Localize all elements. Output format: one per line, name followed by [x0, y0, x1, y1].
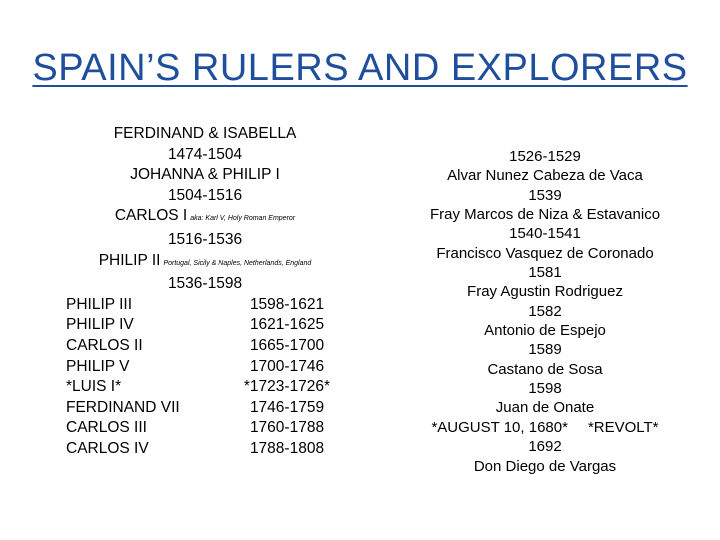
explorer-line: 1540-1541 [509, 225, 581, 243]
ruler-row [60, 439, 350, 460]
ruler-name: CARLOS III [66, 419, 147, 437]
explorer-line: 1581 [528, 264, 562, 282]
explorer-revolt-line [395, 418, 695, 437]
explorer-line: Antonio de Espejo [484, 322, 606, 340]
ruler-years-text: 1598-1621 [249, 295, 325, 313]
ruler-years [60, 145, 350, 166]
ruler-row [60, 295, 350, 316]
explorer-line: Fray Agustin Rodriguez [467, 283, 623, 301]
ruler-name: PHILIP V [66, 357, 130, 375]
page-title: SPAIN’S RULERS AND EXPLORERS [32, 47, 688, 89]
explorer-line: 1539 [528, 186, 562, 204]
ruler-row [60, 418, 350, 439]
ruler-name: PHILIP IV [66, 316, 134, 334]
ruler-years-text: 1665-1700 [249, 336, 325, 354]
revolt-label: *REVOLT* [587, 418, 659, 436]
ruler-note: Portugal, Sicily & Naples, Netherlands, England [163, 259, 312, 267]
explorer-line: Francisco Vasquez de Coronado [436, 244, 654, 262]
ruler-name: CARLOS I [114, 207, 188, 225]
ruler-years [60, 186, 350, 207]
ruler-name: FERDINAND VII [66, 398, 180, 416]
revolt-date: *AUGUST 10, 1680* [431, 418, 568, 436]
ruler-years-text: 1474-1504 [167, 145, 243, 163]
ruler-name: JOHANNA & PHILIP I [130, 166, 280, 184]
explorer-line: Juan de Onate [495, 399, 595, 417]
ruler-line [60, 251, 350, 275]
ruler-row [60, 398, 350, 419]
explorer-line: 1589 [528, 341, 562, 359]
ruler-name: FERDINAND & ISABELLA [113, 125, 297, 142]
explorer-line: Don Diego de Vargas [473, 457, 617, 475]
explorer-line: Fray Marcos de Niza & Estavanico [429, 206, 661, 224]
rulers-column [60, 124, 350, 460]
ruler-note: aka: Karl V, Holy Roman Emperor [190, 215, 296, 223]
explorer-line: 1598 [528, 380, 562, 398]
ruler-name: CARLOS IV [66, 439, 149, 457]
explorer-line: 1692 [528, 438, 562, 456]
ruler-row [60, 336, 350, 357]
ruler-years-text: 1504-1516 [167, 186, 243, 204]
ruler-name: CARLOS II [66, 336, 143, 354]
ruler-row [60, 315, 350, 336]
ruler-years [60, 230, 350, 251]
ruler-name: PHILIP II [98, 251, 161, 269]
explorers-column [395, 147, 695, 476]
ruler-line [60, 165, 350, 186]
ruler-years-text: 1536-1598 [167, 275, 243, 293]
ruler-name: *LUIS I* [66, 378, 122, 396]
ruler-line [60, 124, 350, 145]
ruler-line [60, 206, 350, 230]
ruler-years-text: 1760-1788 [249, 419, 325, 437]
ruler-years-text: *1723-1726* [243, 378, 331, 396]
ruler-years [60, 274, 350, 295]
explorer-line: 1582 [528, 302, 562, 320]
ruler-row [60, 377, 350, 398]
ruler-years-text: 1700-1746 [249, 357, 325, 375]
ruler-years-text: 1746-1759 [249, 398, 325, 416]
ruler-years-text: 1621-1625 [249, 316, 325, 334]
ruler-name: PHILIP III [66, 295, 133, 313]
explorer-line: 1526-1529 [509, 148, 581, 165]
explorer-line: Alvar Nunez Cabeza de Vaca [447, 167, 643, 185]
ruler-years-text: 1788-1808 [249, 439, 325, 457]
ruler-years-text: 1516-1536 [167, 230, 243, 248]
explorer-line: Castano de Sosa [487, 360, 603, 378]
ruler-row [60, 357, 350, 378]
